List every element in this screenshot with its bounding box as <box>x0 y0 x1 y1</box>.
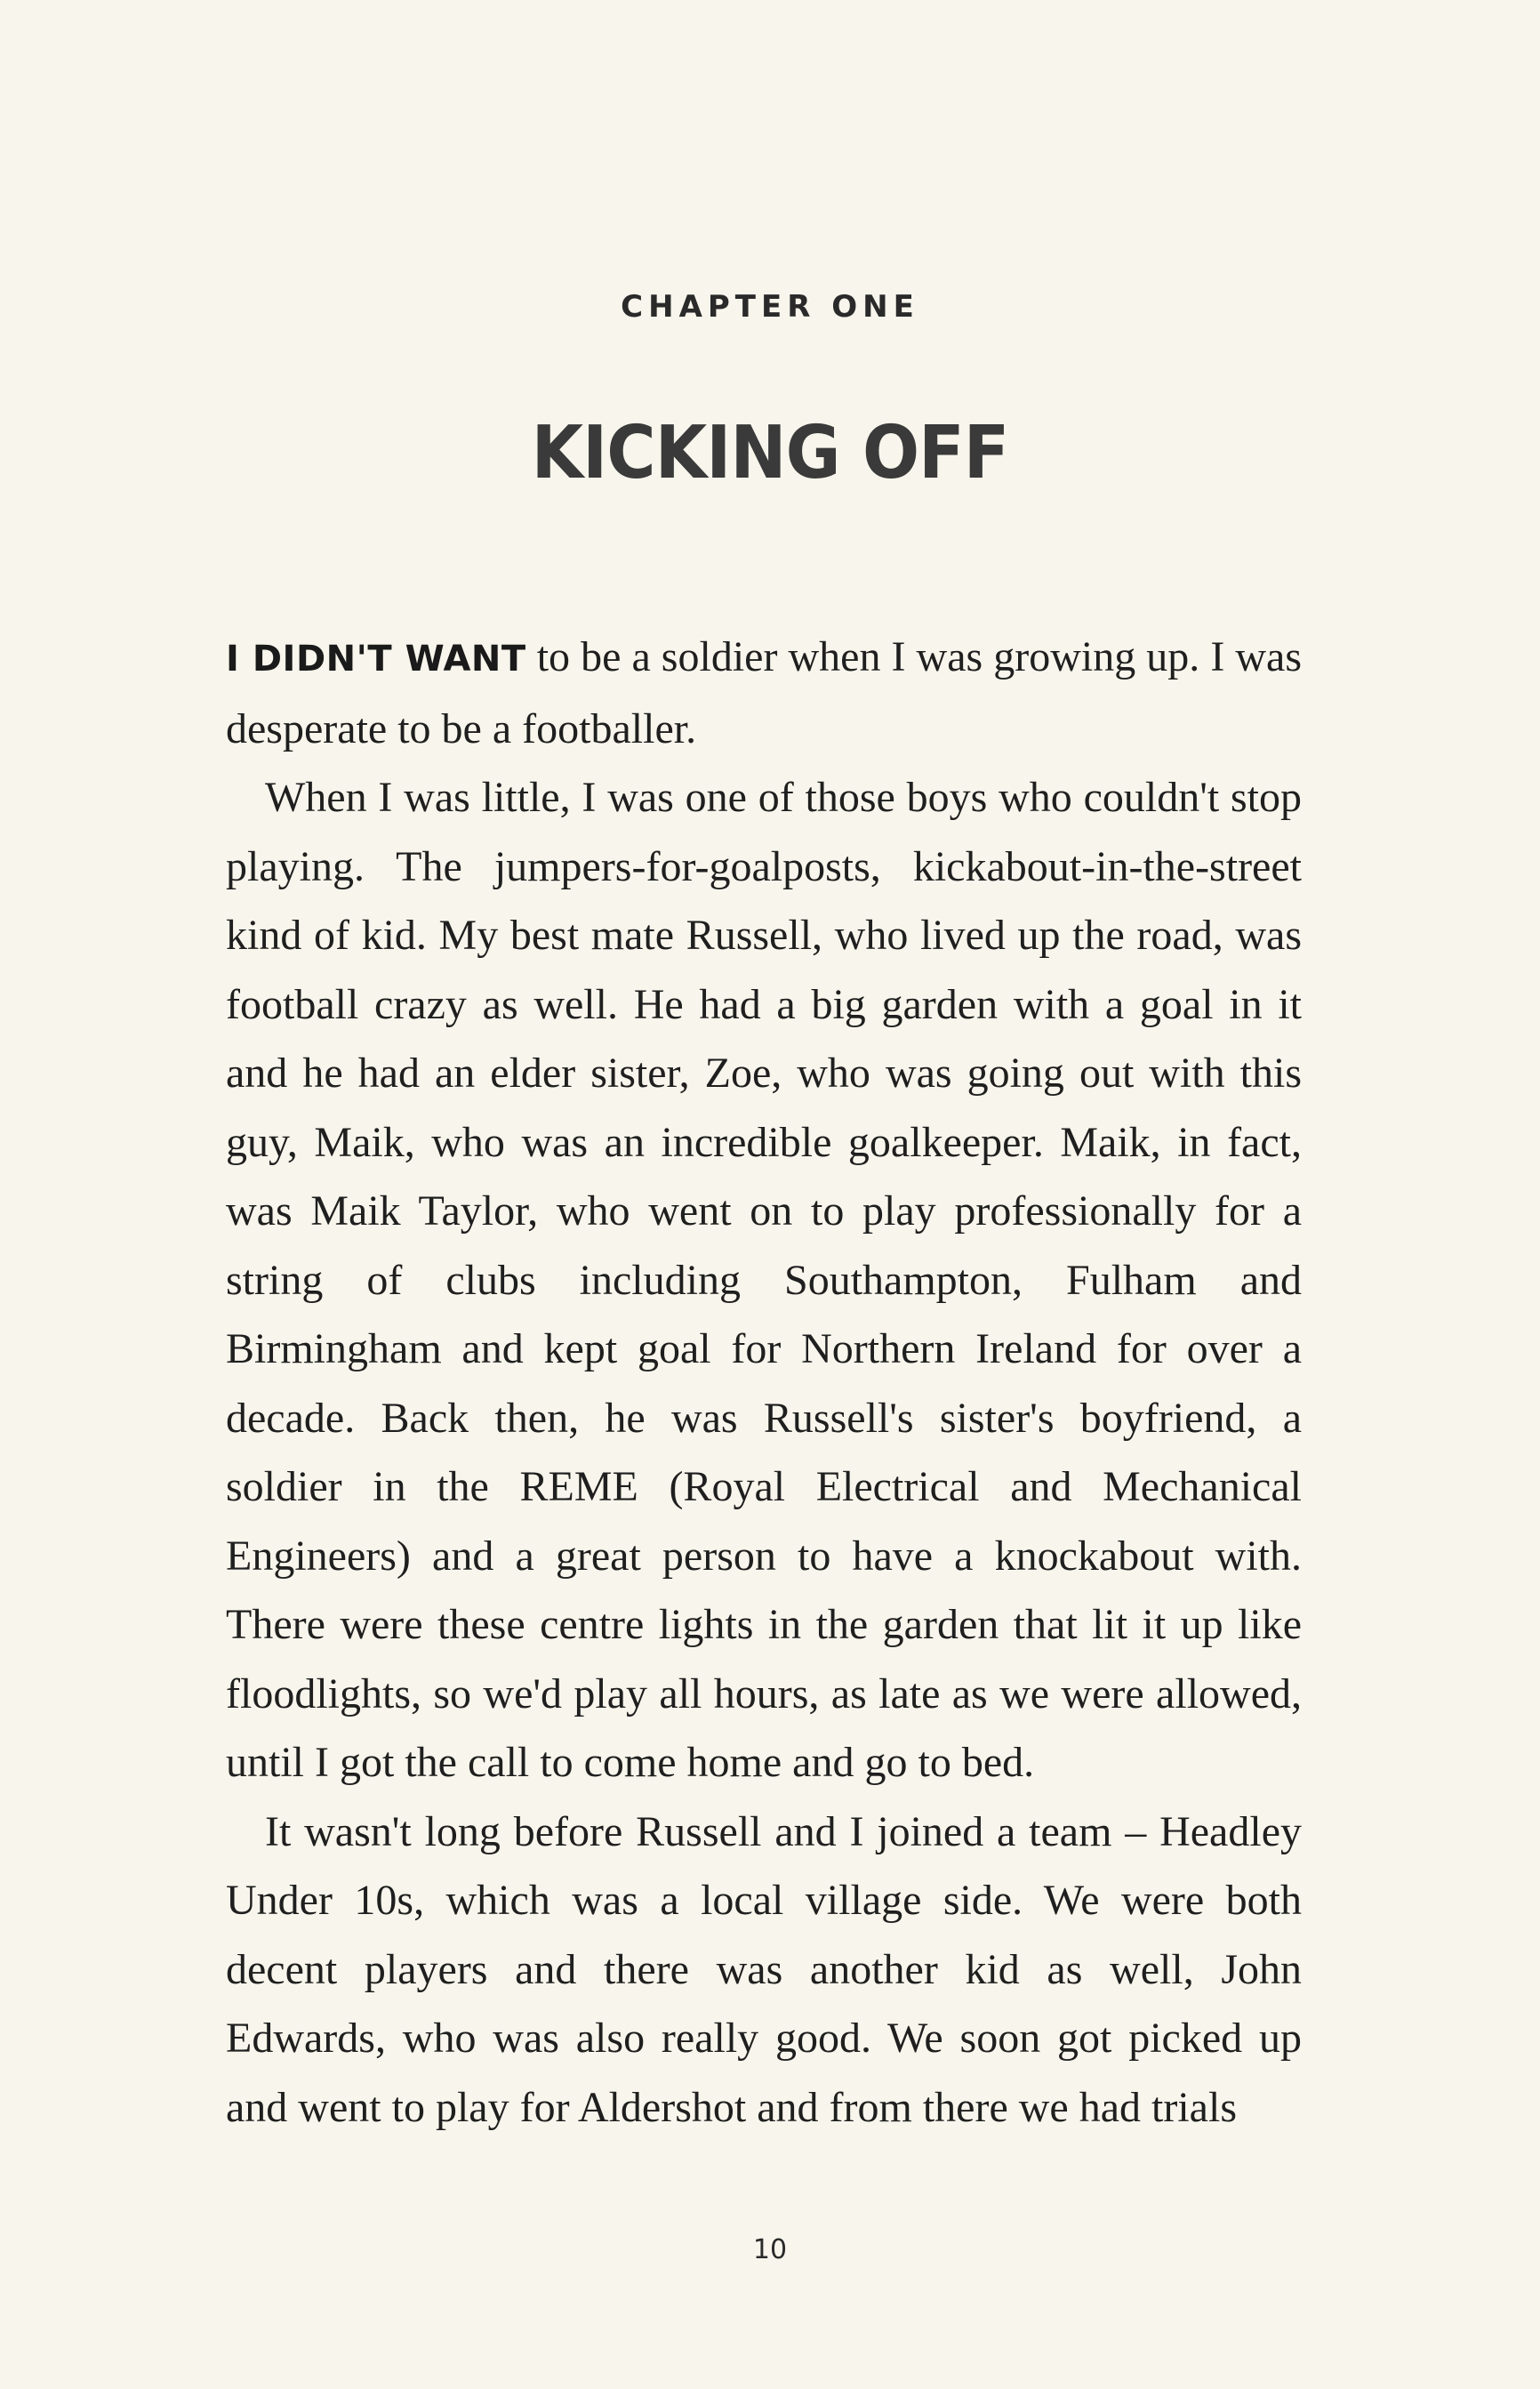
paragraph-1 <box>226 623 1302 763</box>
paragraph-1-text: to be a soldier when I was growing up. I was desperate to be a footballer. <box>226 633 1302 752</box>
lead-in-text: I DIDN'T WANT <box>226 639 526 680</box>
chapter-label: CHAPTER ONE <box>621 289 919 325</box>
chapter-title: KICKING OFF <box>531 411 1009 495</box>
paragraph-2: When I was little, I was one of those boys who couldn't stop playing. The jumpers-for-goalposts, kickabout-in-the-street kind of kid. My best mate Russell, who lived up the road, was football crazy as well. He had a big garden with a goal in it and he had an elder sister, Zoe, who was going out with this guy, Maik, who was an incredible goalkeeper. Maik, in fact, was Maik Taylor, who went on to play professionally for a string of clubs including Southampton, Fulham and Birmingham and kept goal for Northern Ireland for over a decade. Back then, he was Russell's sister's boyfriend, a soldier in the REME (Royal Electrical and Mechanical Engineers) and a great person to have a knockabout with. There were these centre lights in the garden that lit it up like floodlights, so we'd play all hours, as late as we were allowed, until I got the call to come home and go to bed. <box>226 774 1302 1786</box>
paragraph-3: It wasn't long before Russell and I joined a team – Headley Under 10s, which was a local village side. We were both decent players and there was another kid as well, John Edwards, who was also really good. We soon got picked up and went to play for Aldershot and from there we had trials <box>226 1807 1302 2131</box>
page-number: 10 <box>752 2234 788 2265</box>
chapter-body <box>226 623 1302 2142</box>
